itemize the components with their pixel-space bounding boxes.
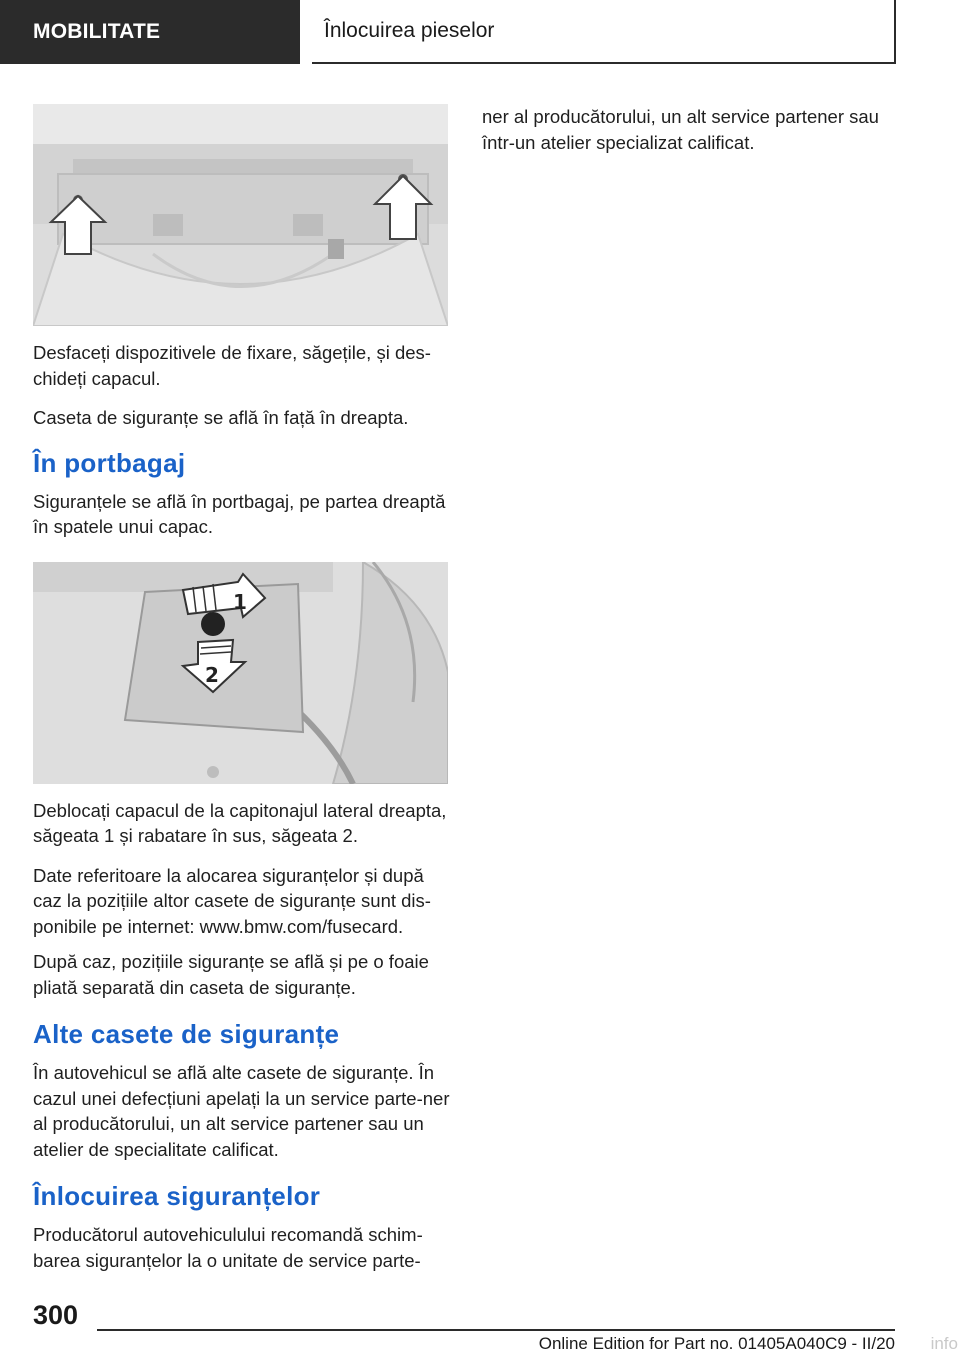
paragraph-folded-sheet: După caz, pozițiile siguranțe se află și pe o foaie pliată separată din caseta de siguranțe. — [33, 951, 429, 998]
left-column — [33, 104, 453, 1273]
paragraph-trunk-fuses: Siguranțele se află în portbagaj, pe partea dreaptă în spatele unui capac. — [33, 490, 446, 537]
arrow-1-label: 1 — [233, 589, 247, 614]
figure-fuse-cover-front — [33, 104, 448, 326]
page-number: 300 — [33, 1300, 79, 1330]
heading-replacing-fuses: Înlocuirea siguranțelor — [33, 1181, 321, 1211]
paragraph-fuse-location-front: Caseta de siguranțe se află în față în dreapta. — [33, 407, 409, 428]
right-column — [482, 104, 902, 155]
chapter-title: Înlocuirea pieselor — [324, 19, 495, 42]
paragraph-fusecard-info: Date referitoare la alocarea siguranțelor și după caz la pozițiile altor casete de siguranțe sunt dis‐ponibile pe internet: www.bmw.com/fusecard. — [33, 864, 431, 937]
heading-other-fuse-boxes: Alte casete de siguranțe — [33, 1019, 340, 1049]
paragraph-continued: ner al producătorului, un alt service partener sau într-un atelier specializat calificat. — [482, 106, 879, 153]
footer-divider — [97, 1329, 895, 1331]
paragraph-unlock-cover: Deblocați capacul de la capitonajul lateral dreapta, săgeata 1 și rabatare în sus, săgeata 2. — [33, 799, 447, 846]
footer-watermark: info — [930, 1334, 958, 1353]
paragraph-release-fasteners: Desfaceți dispozitivele de fixare, săgețile, și des‐chideți capacul. — [33, 342, 431, 389]
paragraph-replacing-fuses: Producătorul autovehiculului recomandă schim‐barea siguranțelor la o unitate de service parte‐ — [33, 1224, 423, 1271]
figure-trunk-cover — [33, 562, 448, 784]
footer-edition: Online Edition for Part no. 01405A040C9 - II/20 — [538, 1334, 895, 1353]
paragraph-other-fuse-boxes: În autovehicul se află alte casete de siguranțe. În cazul unei defecțiuni apelați la un service parte‐ner al producătorului, un alt service partener sau un atelier de specialitate calificat. — [33, 1062, 450, 1160]
chapter-header — [312, 0, 896, 64]
section-tab — [0, 0, 300, 64]
heading-in-trunk: În portbagaj — [33, 447, 186, 478]
arrow-2-label: 2 — [205, 662, 219, 687]
section-label: MOBILITATE — [33, 20, 161, 43]
